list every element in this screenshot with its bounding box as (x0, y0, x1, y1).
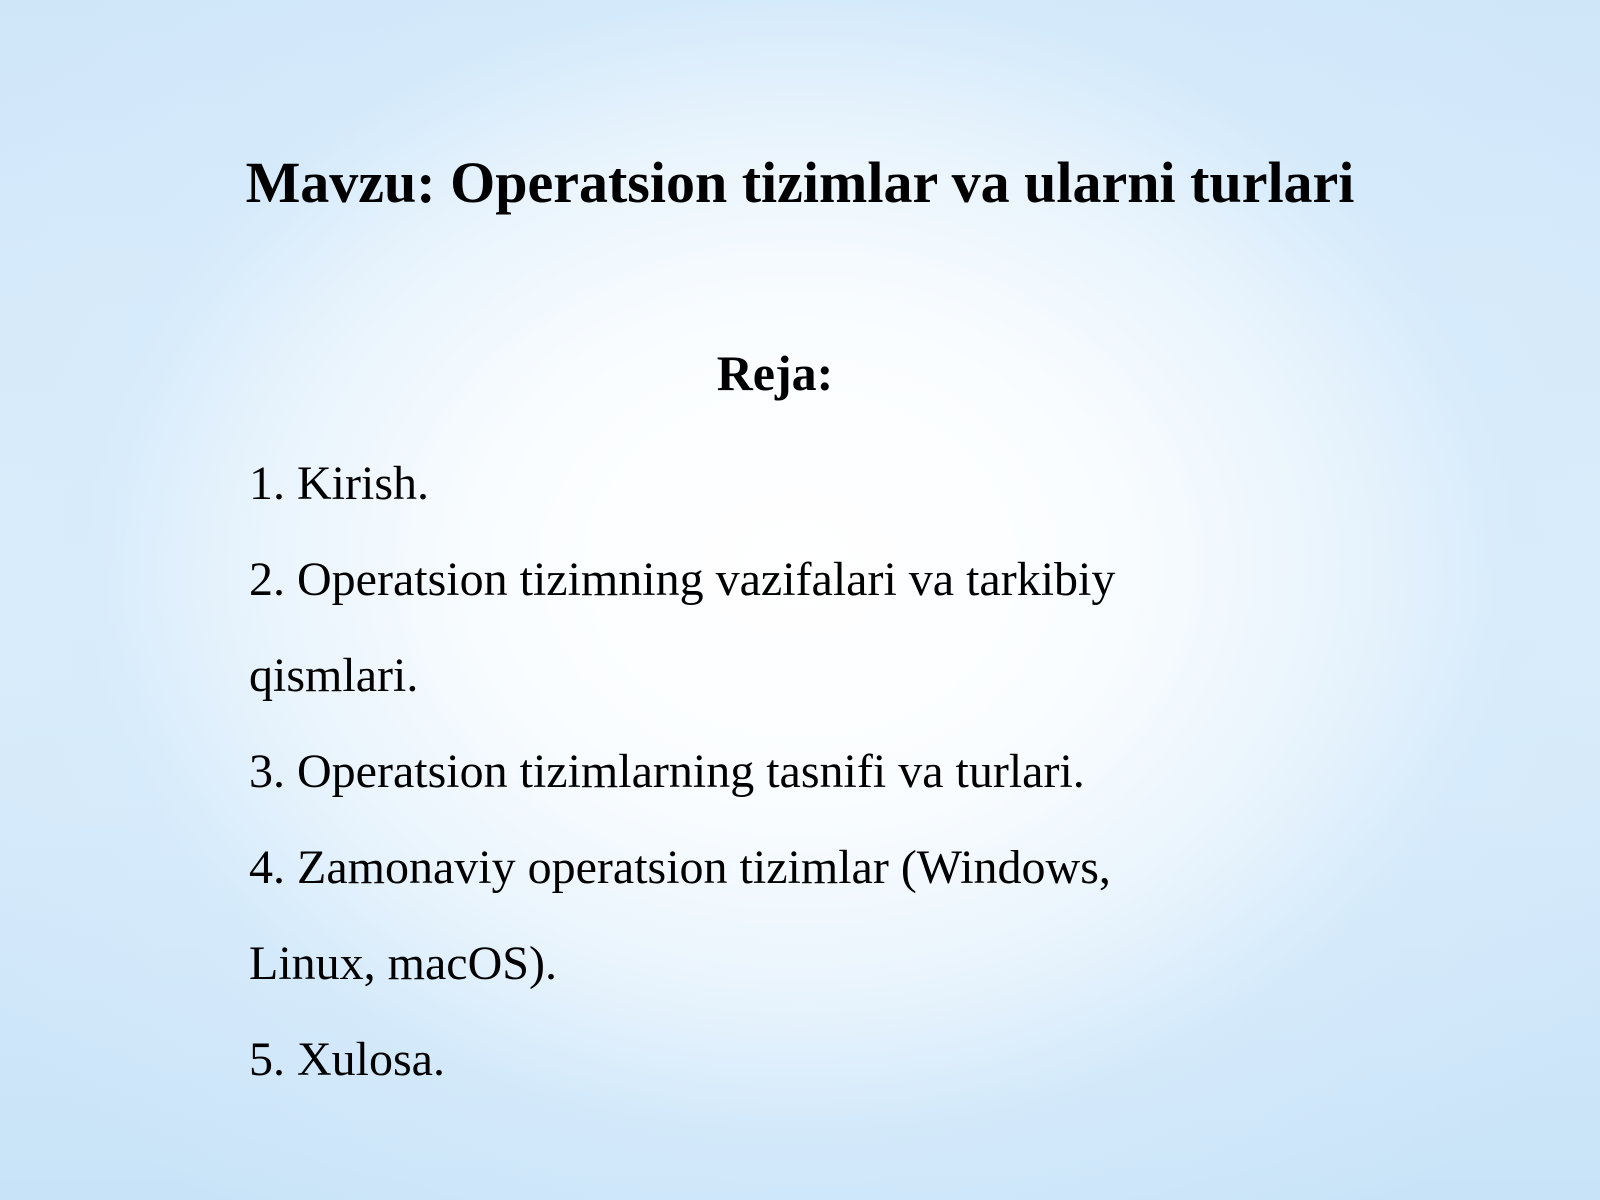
plan-heading: Reja: (716, 345, 834, 401)
plan-item-modern-systems: 4. Zamonaviy operatsion tizimlar (Windows, Linux, macOS). (249, 841, 1111, 990)
slide-title: Mavzu: Operatsion tizimlar va ularni turlari (245, 150, 1355, 215)
plan-list (249, 436, 1249, 1108)
plan-item-classification-types: 3. Operatsion tizimlarning tasnifi va turlari. (249, 745, 1085, 798)
plan-item-conclusion: 5. Xulosa. (249, 1033, 445, 1086)
plan-item-introduction: 1. Kirish. (249, 457, 429, 510)
plan-item-functions-components: 2. Operatsion tizimning vazifalari va tarkibiy qismlari. (249, 553, 1116, 702)
